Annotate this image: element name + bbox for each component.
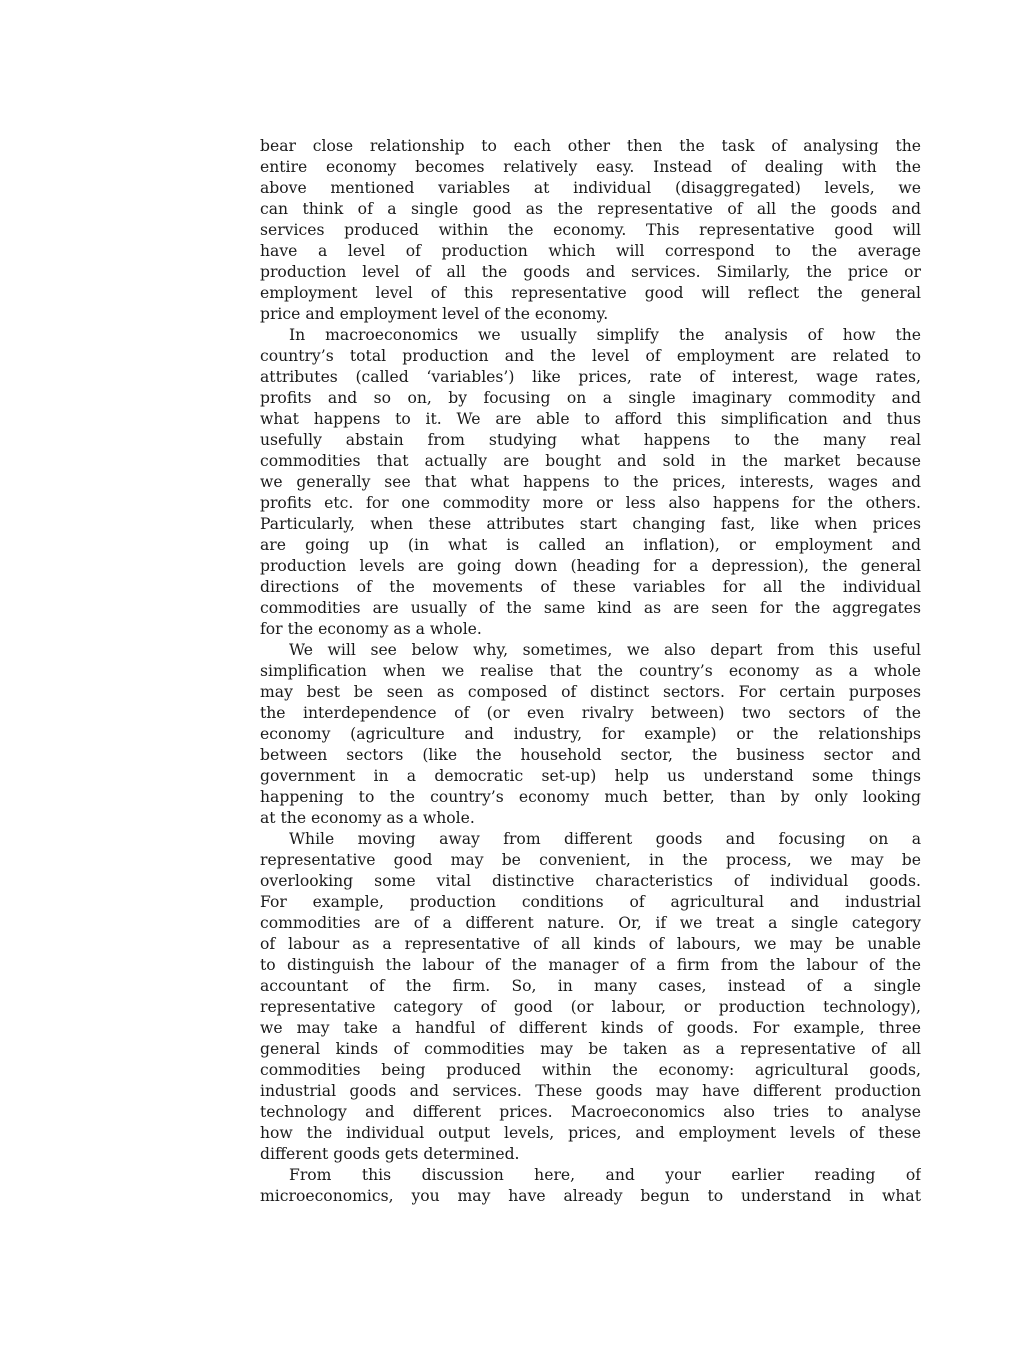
text-line: overlooking some vital distinctive characteristics of individual goods.: [260, 872, 921, 890]
text-line: representative category of good (or labour, or production technology),: [260, 998, 921, 1016]
text-line: industrial goods and services. These goods may have different production: [260, 1082, 921, 1100]
text-line: we may take a handful of different kinds of goods. For example, three: [260, 1019, 921, 1037]
text-line: From this discussion here, and your earlier reading of: [289, 1166, 921, 1184]
text-line: of labour as a representative of all kinds of labours, we may be unable: [260, 935, 921, 953]
text-line: at the economy as a whole.: [260, 809, 475, 827]
text-line: what happens to it. We are able to afford this simplification and thus: [260, 410, 921, 428]
text-line: commodities that actually are bought and sold in the market because: [260, 452, 921, 470]
text-line: entire economy becomes relatively easy. Instead of dealing with the: [260, 158, 921, 176]
paragraph: [260, 325, 921, 640]
text-line: government in a democratic set-up) help us understand some things: [260, 767, 921, 785]
text-line: technology and different prices. Macroeconomics also tries to analyse: [260, 1103, 921, 1121]
text-line: may best be seen as composed of distinct sectors. For certain purposes: [260, 683, 921, 701]
text-line: commodities being produced within the economy: agricultural goods,: [260, 1061, 921, 1079]
text-line: between sectors (like the household sector, the business sector and: [260, 746, 921, 764]
text-line: microeconomics, you may have already begun to understand in what: [260, 1187, 921, 1205]
text-line: above mentioned variables at individual (disaggregated) levels, we: [260, 179, 921, 197]
text-line: usefully abstain from studying what happens to the many real: [260, 431, 921, 449]
text-line: profits etc. for one commodity more or less also happens for the others.: [260, 494, 921, 512]
text-line: general kinds of commodities may be taken as a representative of all: [260, 1040, 921, 1058]
text-line: directions of the movements of these variables for all the individual: [260, 578, 921, 596]
text-line: commodities are usually of the same kind as are seen for the aggregates: [260, 599, 921, 617]
text-line: representative good may be convenient, in the process, we may be: [260, 851, 921, 869]
paragraph: [260, 1165, 921, 1207]
text-line: different goods gets determined.: [260, 1145, 520, 1163]
text-line: accountant of the firm. So, in many cases, instead of a single: [260, 977, 921, 995]
text-line: simplification when we realise that the country’s economy as a whole: [260, 662, 921, 680]
paragraph: [260, 136, 921, 325]
text-line: economy (agriculture and industry, for example) or the relationships: [260, 725, 921, 743]
document-page-body: [260, 136, 921, 1207]
text-line: employment level of this representative good will reflect the general: [260, 284, 921, 302]
text-line: the interdependence of (or even rivalry between) two sectors of the: [260, 704, 921, 722]
text-line: to distinguish the labour of the manager of a firm from the labour of the: [260, 956, 921, 974]
text-line: While moving away from different goods and focusing on a: [289, 830, 921, 848]
text-line: country’s total production and the level of employment are related to: [260, 347, 921, 365]
text-line: we generally see that what happens to the prices, interests, wages and: [260, 473, 921, 491]
text-line: Particularly, when these attributes start changing fast, like when prices: [260, 515, 921, 533]
text-line: production level of all the goods and services. Similarly, the price or: [260, 263, 921, 281]
text-line: commodities are of a different nature. Or, if we treat a single category: [260, 914, 921, 932]
text-line: are going up (in what is called an inflation), or employment and: [260, 536, 921, 554]
text-line: happening to the country’s economy much better, than by only looking: [260, 788, 921, 806]
text-line: can think of a single good as the representative of all the goods and: [260, 200, 921, 218]
text-line: attributes (called ‘variables’) like prices, rate of interest, wage rates,: [260, 368, 921, 386]
text-line: how the individual output levels, prices, and employment levels of these: [260, 1124, 921, 1142]
text-line: production levels are going down (heading for a depression), the general: [260, 557, 921, 575]
text-line: price and employment level of the economy.: [260, 305, 609, 323]
text-line: For example, production conditions of agricultural and industrial: [260, 893, 921, 911]
paragraph: [260, 829, 921, 1165]
text-line: have a level of production which will correspond to the average: [260, 242, 921, 260]
text-line: We will see below why, sometimes, we also depart from this useful: [289, 641, 921, 659]
text-line: for the economy as a whole.: [260, 620, 482, 638]
text-line: services produced within the economy. This representative good will: [260, 221, 921, 239]
paragraph: [260, 640, 921, 829]
text-line: profits and so on, by focusing on a single imaginary commodity and: [260, 389, 921, 407]
text-line: bear close relationship to each other then the task of analysing the: [260, 137, 921, 155]
text-line: In macroeconomics we usually simplify the analysis of how the: [289, 326, 921, 344]
